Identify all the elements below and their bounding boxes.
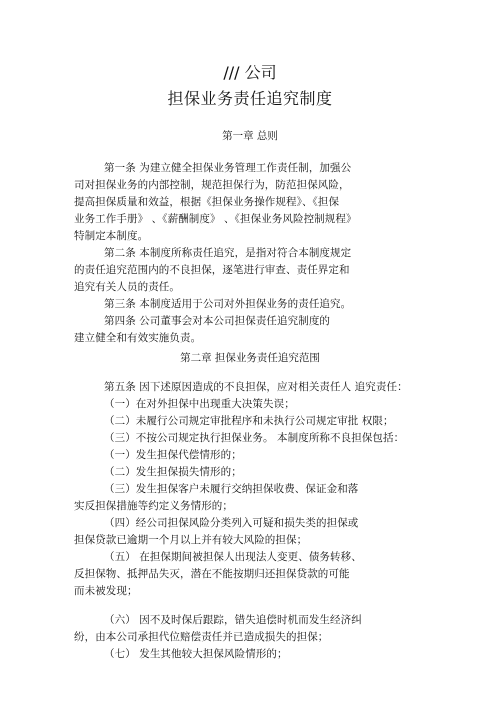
paragraph-line: （一）在对外担保中出现重大决策失误； xyxy=(104,398,295,410)
company-line: /// 公司 xyxy=(223,63,277,82)
paragraph-line: 第一条 为建立健全担保业务管理工作责任制，加强公 xyxy=(104,162,352,174)
paragraph-line: 司对担保业务的内部控制，规范担保行为，防范担保风险， xyxy=(74,179,350,191)
chapter-1-heading: 第一章 总则 xyxy=(222,130,278,142)
paragraph-line: 实反担保措施等约定义务情形的； xyxy=(74,500,233,512)
paragraph-line: 特制定本制度。 xyxy=(74,230,149,242)
page-title: 担保业务责任追究制度 xyxy=(167,89,333,108)
paragraph-line: 第五条 因下述原因造成的不良担保，应对相关责任人 追究责任： xyxy=(104,381,408,393)
paragraph-line: 追究有关人员的责任。 xyxy=(74,281,180,293)
paragraph-line: （六） 因不及时保后跟踪，错失追偿时机而发生经济纠 xyxy=(104,614,362,626)
paragraph-line: （五） 在担保期间被担保人出现法人变更、债务转移、 xyxy=(104,551,362,563)
paragraph-line: 建立健全和有效实施负责。 xyxy=(74,332,202,344)
paragraph-line: 纷，由本公司承担代位赔偿责任并已造成损失的担保； xyxy=(74,631,329,643)
paragraph-line: （七） 发生其他较大担保风险情形的； xyxy=(104,648,288,660)
paragraph-line: （一）发生担保代偿情形的； xyxy=(104,449,242,461)
paragraph-line: 担保贷款已逾期一个月以上并有较大风险的担保； xyxy=(74,534,308,546)
chapter-2-heading: 第二章 担保业务责任追究范围 xyxy=(180,352,320,364)
paragraph-line: 业务工作手册》 、《薪酬制度》 、《担保业务风险控制规程》 xyxy=(74,213,357,225)
paragraph-line: （三）发生担保客户未履行交纳担保收费、保证金和落 xyxy=(104,483,359,495)
paragraph-line: （二）发生担保损失情形的； xyxy=(104,466,242,478)
paragraph-line: 反担保物、抵押品失灭，潜在不能按期归还担保贷款的可能 xyxy=(74,568,350,580)
paragraph-line: 第四条 公司董事会对本公司担保责任追究制度的 xyxy=(104,315,331,327)
paragraph-line: 而未被发现； xyxy=(74,585,138,597)
paragraph-line: （二）未履行公司规定审批程序和未执行公司规定审批 权限； xyxy=(104,415,394,427)
paragraph-line: 第三条 本制度适用于公司对外担保业务的责任追究。 xyxy=(104,298,352,310)
paragraph-line: 的责任追究范围内的不良担保，逐笔进行审查、责任界定和 xyxy=(74,264,350,276)
paragraph-line: 第二条 本制度所称责任追究，是指对符合本制度规定 xyxy=(104,247,352,259)
paragraph-line: （三）不按公司规定执行担保业务。 本制度所称不良担保包括： xyxy=(104,432,405,444)
paragraph-line: （四）经公司担保风险分类列入可疑和损失类的担保或 xyxy=(104,517,359,529)
paragraph-line: 提高担保质量和效益，根据《担保业务操作规程》、《担保 xyxy=(74,196,340,208)
